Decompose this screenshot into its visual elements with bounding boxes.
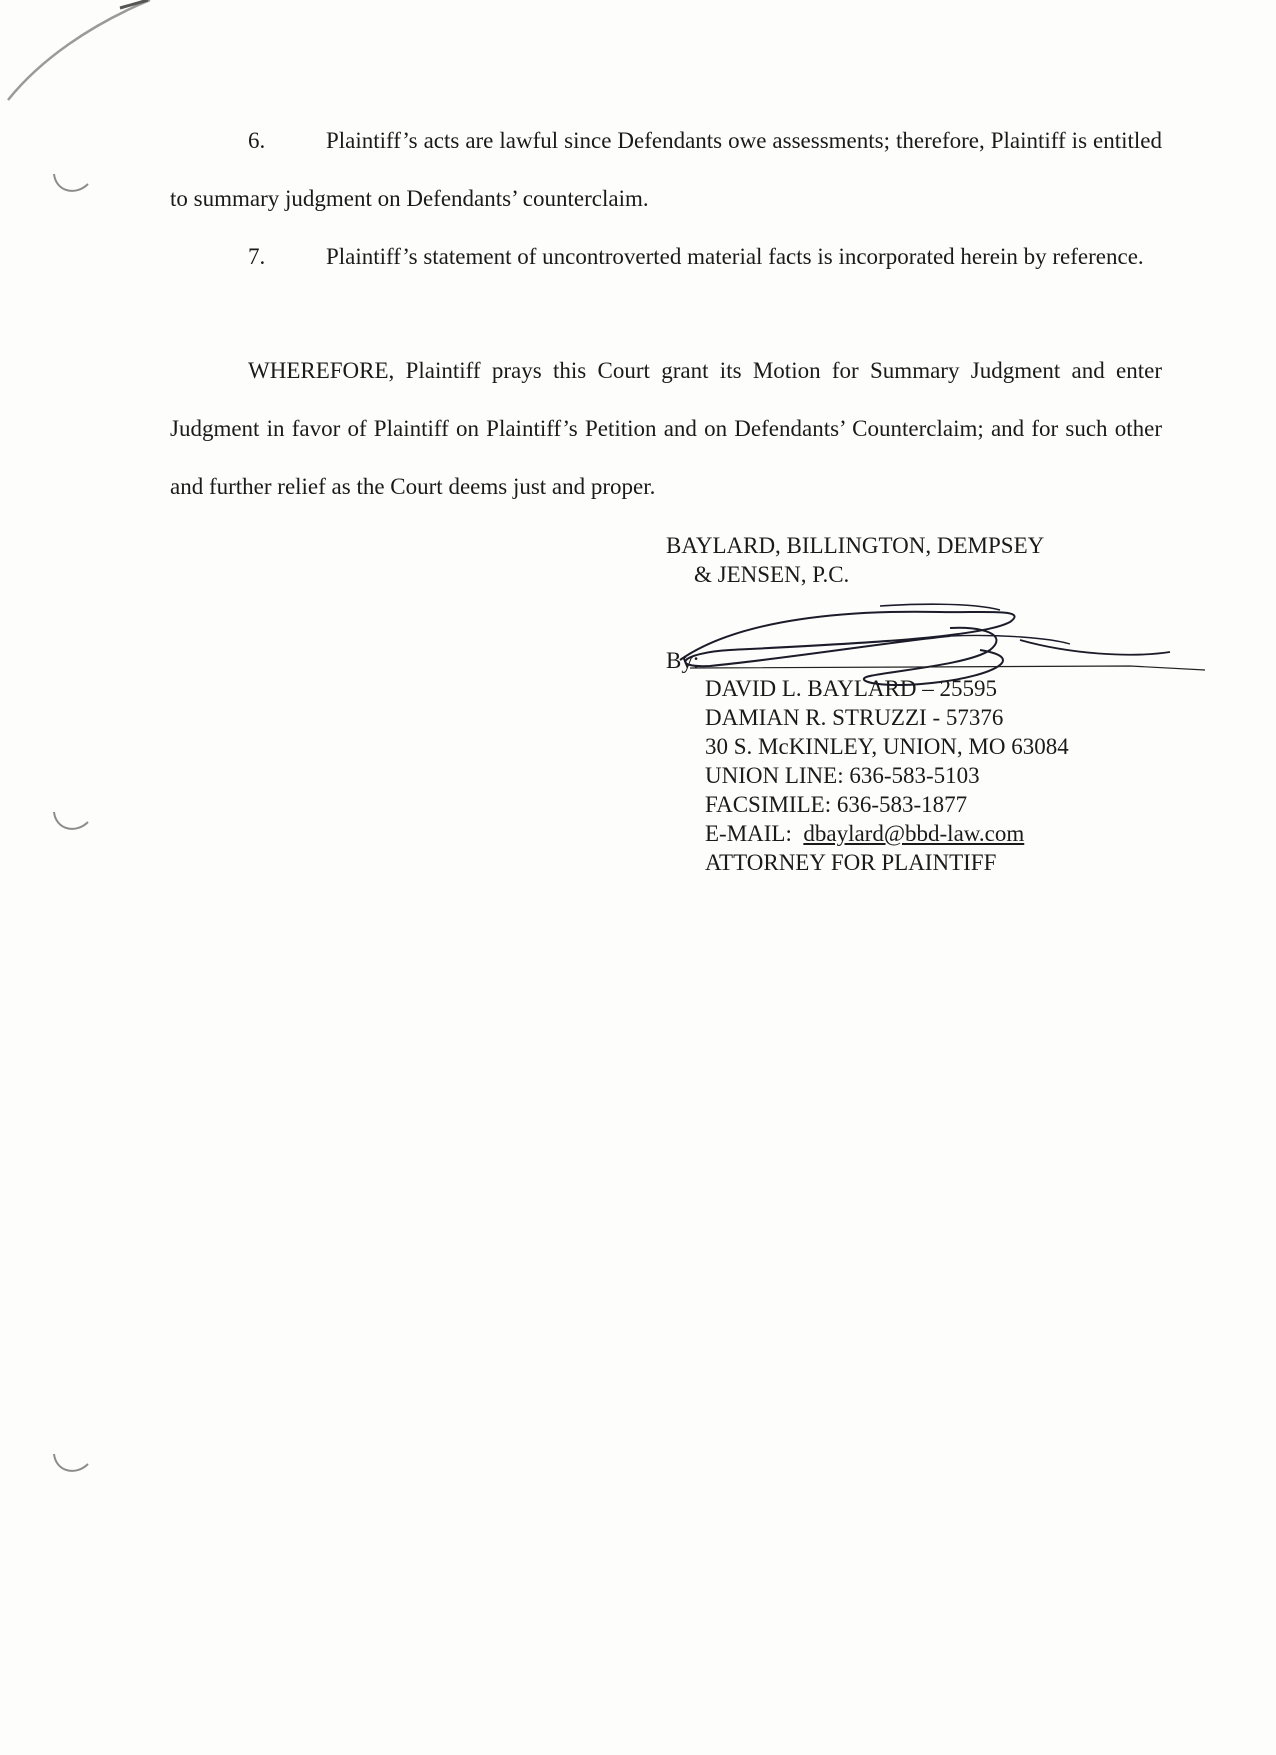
email-label: E-MAIL: (705, 821, 804, 846)
attorney-name-2: DAMIAN R. STRUZZI - 57376 (705, 705, 1004, 730)
paragraph-7 (170, 228, 1162, 286)
union-phone: UNION LINE: 636-583-5103 (705, 763, 980, 788)
paragraph-6 (170, 112, 1162, 228)
attorney-info-block (705, 674, 1069, 877)
email-line (705, 819, 1069, 848)
paragraph-text: Plaintiff’s acts are lawful since Defendants owe assessments; therefore, Plaintiff is entitled to summary judgment on Defendants’ counterclaim. (170, 128, 1162, 211)
paragraph-number: 7. (248, 244, 266, 269)
firm-name-line-2: & JENSEN, P.C. (694, 562, 850, 587)
binder-hole-mark (48, 808, 94, 838)
attorney-role: ATTORNEY FOR PLAINTIFF (705, 850, 997, 875)
paragraph-number: 6. (248, 128, 266, 153)
binder-hole-mark (48, 170, 94, 200)
attorney-name-1: DAVID L. BAYLARD – 25595 (705, 676, 997, 701)
firm-name-block (666, 531, 1044, 589)
wherefore-paragraph: WHEREFORE, Plaintiff prays this Court grant its Motion for Summary Judgment and enter Judgment in favor of Plaintiff on Plaintiff’s Petition and on Defendants’ Counterclaim; and for such other and further relief as the Court deems just and proper. (170, 358, 1162, 499)
firm-address: 30 S. McKINLEY, UNION, MO 63084 (705, 734, 1069, 759)
signature-by-label: By: (666, 648, 700, 673)
fax-number: FACSIMILE: 636-583-1877 (705, 792, 968, 817)
scan-fold-line (0, 0, 160, 110)
firm-name-line-1: BAYLARD, BILLINGTON, DEMPSEY (666, 533, 1045, 558)
email-link[interactable]: dbaylard@bbd-law.com (803, 821, 1025, 846)
binder-hole-mark (48, 1450, 94, 1480)
paragraph-text: Plaintiff’s statement of uncontroverted material facts is incorporated herein by reference. (326, 244, 1144, 269)
